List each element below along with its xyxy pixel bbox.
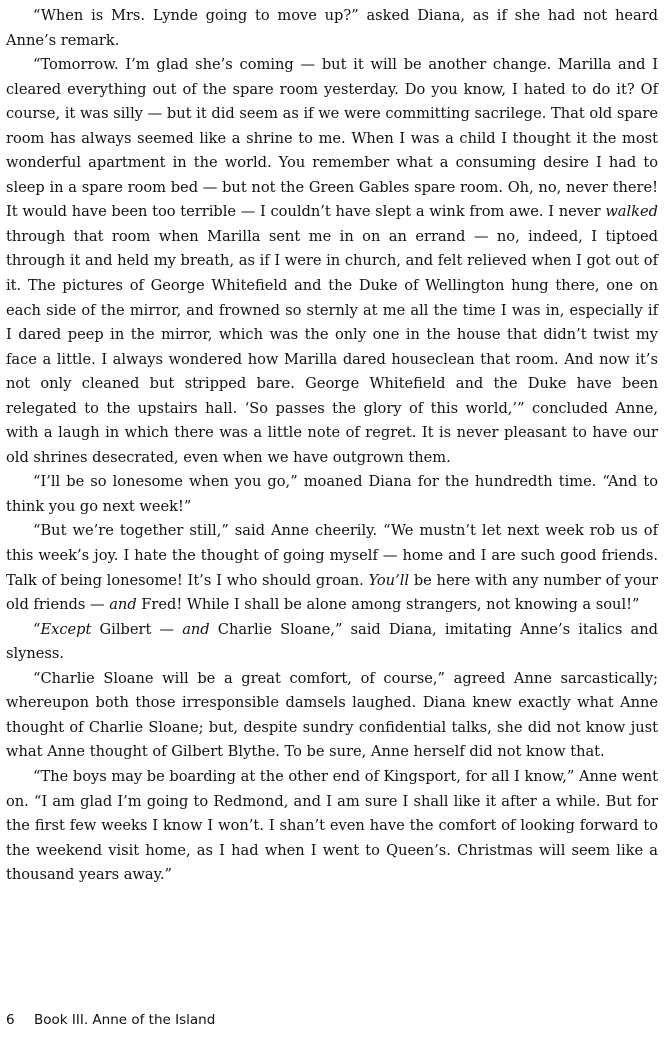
- paragraph: “When is Mrs. Lynde going to move up?” asked Diana, as if she had not heard Anne’s remark.: [6, 7, 658, 49]
- paragraph: “Charlie Sloane will be a great comfort, of course,” agreed Anne sarcastically; whereupon both those irresponsible damsels laughed. Diana knew exactly what Anne thought of Charlie Sloane; but, despite sundry confidential talks, she did not know just what Anne thought of Gilbert Blythe. To be sure, Anne herself did not know that.: [6, 669, 658, 761]
- italic-text: and: [109, 596, 137, 614]
- page-number: 6: [6, 1012, 15, 1028]
- italic-text: and: [182, 620, 210, 638]
- running-title: Book III. Anne of the Island: [34, 1012, 216, 1028]
- paragraph: “I’ll be so lonesome when you go,” moaned Diana for the hundredth time. “And to think you go next week!”: [6, 473, 658, 515]
- italic-text: walked: [605, 203, 658, 221]
- body-text: [6, 4, 658, 888]
- page-footer: [6, 1012, 215, 1028]
- paragraph: “Tomorrow. I’m glad she’s coming — but it will be another change. Marilla and I cleared everything out of the spare room yesterday. Do you know, I hated to do it? Of course, it was silly — but it did seem as if we were committing sacrilege. That old spare room has always seemed like a shrine to me. When I was a child I thought it the most wonderful apartment in the world. You remember what a consuming desire I had to sleep in a spare room bed — but not the Green Gables spare room. Oh, no, never there! It would have been too terrible — I couldn’t have slept a wink from awe. I never walked through that room when Marilla sent me in on an errand — no, indeed, I tiptoed through it and held my breath, as if I were in church, and felt relieved when I got out of it. The pictures of George Whitefield and the Duke of Wellington hung there, one on each side of the mirror, and frowned so sternly at me all the time I was in, especially if I dared peep in the mirror, which was the only one in the house that didn’t twist my face a little. I always wondered how Marilla dared houseclean that room. And now it’s not only cleaned but stripped bare. George Whitefield and the Duke have been relegated to the upstairs hall. ‘So passes the glory of this world,’” concluded Anne, with a laugh in which there was a little note of regret. It is never pleasant to have our old shrines desecrated, even when we have outgrown them.: [6, 56, 658, 466]
- italic-text: You’ll: [368, 571, 410, 589]
- paragraph: “Except Gilbert — and Charlie Sloane,” said Diana, imitating Anne’s italics and slyness.: [6, 620, 658, 663]
- paragraph: “But we’re together still,” said Anne cheerily. “We mustn’t let next week rob us of this week’s joy. I hate the thought of going myself — home and I are such good friends. Talk of being lonesome! It’s I who should groan. You’ll be here with any number of your old friends — and Fred! While I shall be alone among strangers, not knowing a soul!”: [6, 522, 658, 614]
- paragraph: “The boys may be boarding at the other end of Kingsport, for all I know,” Anne went on. “I am glad I’m going to Redmond, and I am sure I shall like it after a while. But for the first few weeks I know I won’t. I shan’t even have the comfort of looking forward to the weekend visit home, as I had when I went to Queen’s. Christmas will seem like a thousand years away.”: [6, 767, 658, 884]
- italic-text: Except: [40, 620, 92, 638]
